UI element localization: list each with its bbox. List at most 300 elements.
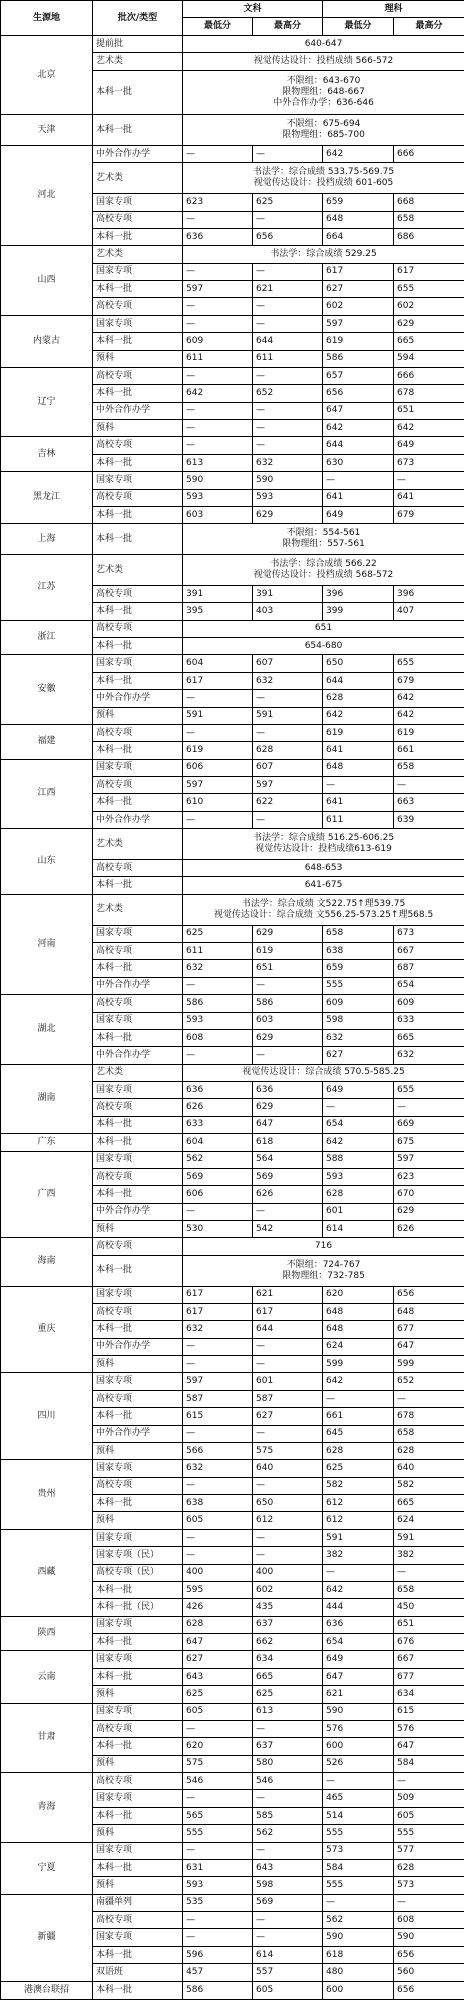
wenke-max-cell: 601 (253, 1373, 323, 1390)
like-min-cell: 647 (323, 1668, 394, 1685)
province-cell: 湖北 (1, 995, 93, 1065)
wenke-min-cell: — (183, 402, 253, 419)
merged-score-cell (183, 70, 464, 114)
wenke-min-cell: 566 (183, 1442, 253, 1459)
batch-cell: 本科一批 (93, 1981, 183, 1999)
wenke-max-cell: 625 (253, 1686, 323, 1703)
like-max-cell: 626 (394, 1221, 464, 1238)
wenke-min-cell: 400 (183, 1564, 253, 1581)
wenke-max-cell: — (253, 1912, 323, 1929)
merged-score-cell (183, 894, 464, 925)
wenke-max-cell: 651 (253, 960, 323, 977)
batch-cell: 高校专项 (93, 211, 183, 228)
like-min-cell: 648 (323, 1321, 394, 1338)
wenke-min-cell: 631 (183, 1859, 253, 1876)
like-min-cell: 618 (323, 1946, 394, 1963)
province-cell: 江苏 (1, 555, 93, 621)
wenke-max-cell: 575 (253, 1442, 323, 1459)
wenke-min-cell: 636 (183, 1082, 253, 1099)
wenke-max-cell: 607 (253, 655, 323, 672)
wenke-max-cell: 632 (253, 454, 323, 471)
like-min-cell: 601 (323, 1203, 394, 1220)
like-max-cell: 602 (394, 298, 464, 315)
province-cell: 青海 (1, 1773, 93, 1843)
like-max-cell: 667 (394, 943, 464, 960)
like-max-cell: 624 (394, 1512, 464, 1529)
table-row (1, 724, 464, 741)
like-max-cell: — (394, 777, 464, 794)
wenke-min-cell: 643 (183, 1668, 253, 1685)
batch-cell: 本科一批 (93, 281, 183, 298)
merged-score-cell (183, 1255, 464, 1286)
like-min-cell: 612 (323, 1495, 394, 1512)
like-min-cell: 619 (323, 333, 394, 350)
wenke-min-cell: 617 (183, 672, 253, 689)
wenke-min-cell: — (183, 977, 253, 994)
table-row (1, 315, 464, 332)
batch-cell: 国家专项 (93, 759, 183, 776)
wenke-min-cell: — (183, 1929, 253, 1946)
like-max-cell: 647 (394, 1738, 464, 1755)
batch-cell: 国家专项 (93, 1616, 183, 1633)
like-min-cell: 627 (323, 1047, 394, 1064)
score-range-line: 书法学：综合成绩 文522.75↑理539.75 (241, 898, 406, 909)
wenke-max-cell: — (253, 145, 323, 162)
like-max-cell: 582 (394, 1477, 464, 1494)
wenke-max-cell: — (253, 315, 323, 332)
like-max-cell: 656 (394, 1286, 464, 1303)
batch-cell: 本科一批 (93, 1581, 183, 1598)
wenke-max-cell: 625 (253, 194, 323, 211)
like-min-cell: 555 (323, 1825, 394, 1842)
batch-cell: 高校专项（民） (93, 1564, 183, 1581)
wenke-min-cell: 623 (183, 194, 253, 211)
wenke-min-cell: 595 (183, 1581, 253, 1598)
wenke-max-cell: — (253, 811, 323, 828)
like-min-cell: 619 (323, 724, 394, 741)
merged-score-cell (183, 36, 464, 53)
like-min-cell: 642 (323, 1134, 394, 1151)
wenke-max-cell: 602 (253, 1581, 323, 1598)
like-min-cell: 661 (323, 1408, 394, 1425)
batch-cell: 预科 (93, 1442, 183, 1459)
wenke-min-cell: — (183, 437, 253, 454)
score-range-line: 641-675 (304, 880, 343, 891)
like-max-cell: 619 (394, 724, 464, 741)
like-max-cell: 673 (394, 925, 464, 942)
wenke-max-cell: — (253, 298, 323, 315)
province-cell: 广西 (1, 1151, 93, 1238)
batch-cell: 预科 (93, 1877, 183, 1894)
batch-cell: 艺术类 (93, 163, 183, 194)
like-max-cell: 628 (394, 1859, 464, 1876)
wenke-min-cell: 604 (183, 1134, 253, 1151)
wenke-max-cell: 435 (253, 1599, 323, 1616)
wenke-min-cell: 617 (183, 1303, 253, 1320)
province-cell: 辽宁 (1, 367, 93, 437)
wenke-min-cell: 625 (183, 1686, 253, 1703)
merged-score-cell (183, 1064, 464, 1081)
merged-score-cell (183, 246, 464, 263)
batch-cell: 中外合作办学 (93, 1203, 183, 1220)
like-max-cell: 648 (394, 1303, 464, 1320)
batch-cell: 高校专项 (93, 1168, 183, 1185)
batch-cell: 国家专项 (93, 1373, 183, 1390)
batch-cell: 国家专项 (93, 1790, 183, 1807)
wenke-max-cell: 647 (253, 1116, 323, 1133)
like-max-cell: 407 (394, 603, 464, 620)
like-max-cell: 656 (394, 1981, 464, 1999)
like-max-cell: 658 (394, 211, 464, 228)
wenke-max-cell: 612 (253, 1512, 323, 1529)
wenke-max-cell: 391 (253, 585, 323, 602)
like-min-cell: 621 (323, 1686, 394, 1703)
like-max-cell: 509 (394, 1790, 464, 1807)
score-range-line: 不限组：643-670 (286, 75, 361, 86)
batch-cell: 高校专项 (93, 367, 183, 384)
batch-cell: 中外合作办学 (93, 977, 183, 994)
like-min-cell: 647 (323, 402, 394, 419)
batch-cell: 预科 (93, 1221, 183, 1238)
wenke-max-cell: — (253, 1047, 323, 1064)
wenke-min-cell: 565 (183, 1807, 253, 1824)
wenke-max-cell: — (253, 1356, 323, 1373)
batch-cell: 本科一批 (93, 603, 183, 620)
wenke-min-cell: 605 (183, 1703, 253, 1720)
wenke-max-cell: 546 (253, 1773, 323, 1790)
like-max-cell: 661 (394, 742, 464, 759)
wenke-max-cell: 665 (253, 1668, 323, 1685)
batch-cell: 高校专项 (93, 585, 183, 602)
like-max-cell: 594 (394, 350, 464, 367)
wenke-min-cell: 604 (183, 655, 253, 672)
batch-cell: 艺术类 (93, 53, 183, 70)
batch-cell: 本科一批 (93, 1946, 183, 1963)
like-min-cell: 562 (323, 1912, 394, 1929)
like-max-cell: 632 (394, 1047, 464, 1064)
score-range-line: 640-647 (304, 38, 343, 49)
wenke-max-cell: — (253, 211, 323, 228)
batch-cell: 国家专项（民） (93, 1547, 183, 1564)
header-like-max: 最高分 (394, 18, 464, 36)
table-row (1, 246, 464, 263)
batch-cell: 高校专项 (93, 437, 183, 454)
wenke-min-cell: 613 (183, 454, 253, 471)
like-min-cell: 586 (323, 350, 394, 367)
like-min-cell: — (323, 1773, 394, 1790)
merged-score-cell (183, 163, 464, 194)
like-min-cell: 642 (323, 1581, 394, 1598)
like-max-cell: 678 (394, 1408, 464, 1425)
wenke-min-cell: 626 (183, 1099, 253, 1116)
batch-cell: 本科一批 (93, 506, 183, 523)
province-cell: 海南 (1, 1238, 93, 1286)
like-min-cell: — (323, 777, 394, 794)
wenke-max-cell: — (253, 1425, 323, 1442)
like-min-cell: 624 (323, 1338, 394, 1355)
like-min-cell: 632 (323, 1029, 394, 1046)
table-row (1, 1460, 464, 1477)
like-min-cell: 573 (323, 1842, 394, 1859)
wenke-min-cell: — (183, 1477, 253, 1494)
header-like-min: 最低分 (323, 18, 394, 36)
wenke-max-cell: 569 (253, 1894, 323, 1911)
wenke-min-cell: 593 (183, 1012, 253, 1029)
table-row (1, 620, 464, 637)
header-wenke: 文科 (183, 1, 323, 18)
wenke-max-cell: 593 (253, 489, 323, 506)
batch-cell: 本科一批 (93, 333, 183, 350)
batch-cell: 高校专项 (93, 1477, 183, 1494)
like-max-cell: 597 (394, 1151, 464, 1168)
batch-cell: 中外合作办学 (93, 1425, 183, 1442)
score-range-line: 中外合作办学：636-646 (273, 97, 374, 108)
like-min-cell: 659 (323, 960, 394, 977)
wenke-min-cell: 625 (183, 925, 253, 942)
like-max-cell: 665 (394, 1495, 464, 1512)
like-max-cell: 663 (394, 794, 464, 811)
batch-cell: 国家专项 (93, 315, 183, 332)
batch-cell: 本科一批 (93, 1116, 183, 1133)
table-row (1, 36, 464, 53)
like-min-cell: 582 (323, 1477, 394, 1494)
wenke-min-cell: 632 (183, 960, 253, 977)
wenke-max-cell: — (253, 690, 323, 707)
wenke-max-cell: — (253, 724, 323, 741)
like-min-cell: 648 (323, 1303, 394, 1320)
batch-cell: 国家专项 (93, 1651, 183, 1668)
wenke-min-cell: — (183, 1047, 253, 1064)
score-range-line: 书法学：综合成绩 566.22 (270, 559, 377, 570)
wenke-max-cell: 650 (253, 1495, 323, 1512)
batch-cell: 本科一批 (93, 1634, 183, 1651)
wenke-min-cell: 535 (183, 1894, 253, 1911)
like-max-cell: 450 (394, 1599, 464, 1616)
wenke-max-cell: 586 (253, 995, 323, 1012)
wenke-max-cell: 598 (253, 1877, 323, 1894)
table-row (1, 437, 464, 454)
province-cell: 宁夏 (1, 1842, 93, 1894)
batch-cell: 国家专项 (93, 925, 183, 942)
wenke-min-cell: 608 (183, 1029, 253, 1046)
batch-cell: 国家专项 (93, 1082, 183, 1099)
wenke-max-cell: 597 (253, 777, 323, 794)
like-min-cell: — (323, 472, 394, 489)
batch-cell: 国家专项 (93, 1286, 183, 1303)
batch-cell: 本科一批 (93, 877, 183, 894)
like-min-cell: 628 (323, 1442, 394, 1459)
like-max-cell: 677 (394, 1668, 464, 1685)
merged-score-cell (183, 829, 464, 860)
like-max-cell: 668 (394, 194, 464, 211)
wenke-min-cell: 569 (183, 1168, 253, 1185)
like-max-cell: 669 (394, 1116, 464, 1133)
wenke-max-cell: 569 (253, 1168, 323, 1185)
like-max-cell: 658 (394, 759, 464, 776)
like-min-cell: 649 (323, 1651, 394, 1668)
wenke-max-cell: 403 (253, 603, 323, 620)
wenke-min-cell: — (183, 145, 253, 162)
like-min-cell: 648 (323, 759, 394, 776)
wenke-min-cell: — (183, 1338, 253, 1355)
like-min-cell: 645 (323, 1425, 394, 1442)
wenke-max-cell: — (253, 1203, 323, 1220)
score-range-line: 视觉传达设计：投档成绩 568-572 (253, 570, 394, 581)
wenke-max-cell: 644 (253, 333, 323, 350)
wenke-min-cell: — (183, 1912, 253, 1929)
like-max-cell: 608 (394, 1912, 464, 1929)
like-min-cell: 630 (323, 454, 394, 471)
like-max-cell: 652 (394, 1373, 464, 1390)
wenke-min-cell: — (183, 211, 253, 228)
batch-cell: 高校专项 (93, 777, 183, 794)
wenke-max-cell: — (253, 1477, 323, 1494)
wenke-max-cell: 613 (253, 1703, 323, 1720)
like-min-cell: 654 (323, 1634, 394, 1651)
wenke-max-cell: 607 (253, 759, 323, 776)
batch-cell: 南疆单列 (93, 1894, 183, 1911)
wenke-min-cell: 615 (183, 1408, 253, 1425)
header-province: 生源地 (1, 1, 93, 36)
batch-cell: 本科一批 (93, 1408, 183, 1425)
like-max-cell: 665 (394, 1029, 464, 1046)
like-max-cell: 676 (394, 1634, 464, 1651)
like-min-cell: 636 (323, 1616, 394, 1633)
score-range-line: 648-653 (304, 862, 343, 873)
wenke-min-cell: 642 (183, 385, 253, 402)
like-max-cell: — (394, 1099, 464, 1116)
like-max-cell: 576 (394, 1720, 464, 1737)
like-min-cell: 599 (323, 1356, 394, 1373)
batch-cell: 中外合作办学 (93, 1047, 183, 1064)
score-range-line: 651 (314, 623, 333, 634)
wenke-min-cell: 562 (183, 1151, 253, 1168)
like-min-cell: 628 (323, 690, 394, 707)
batch-cell: 本科一批 (93, 742, 183, 759)
province-cell: 山西 (1, 246, 93, 316)
wenke-min-cell: — (183, 263, 253, 280)
like-min-cell: 642 (323, 145, 394, 162)
batch-cell: 高校专项 (93, 620, 183, 637)
score-range-line: 654-680 (304, 640, 343, 651)
like-min-cell: 590 (323, 1703, 394, 1720)
wenke-min-cell: 590 (183, 472, 253, 489)
score-range-line: 视觉传达设计：投档成绩 601-605 (253, 178, 394, 189)
like-min-cell: 627 (323, 281, 394, 298)
wenke-max-cell: — (253, 1790, 323, 1807)
province-cell: 西藏 (1, 1529, 93, 1616)
batch-cell: 国家专项 (93, 655, 183, 672)
wenke-max-cell: 585 (253, 1807, 323, 1824)
province-cell: 四川 (1, 1373, 93, 1460)
like-max-cell: 639 (394, 811, 464, 828)
wenke-min-cell: 591 (183, 707, 253, 724)
batch-cell: 高校专项 (93, 1303, 183, 1320)
table-row (1, 1238, 464, 1255)
like-max-cell: 642 (394, 690, 464, 707)
wenke-max-cell: 628 (253, 742, 323, 759)
batch-cell: 高校专项 (93, 298, 183, 315)
header-like: 理科 (323, 1, 464, 18)
wenke-max-cell: 590 (253, 472, 323, 489)
province-cell: 新疆 (1, 1894, 93, 1981)
province-cell: 港澳台联招 (1, 1981, 93, 1999)
like-max-cell: 651 (394, 1616, 464, 1633)
table-row (1, 1981, 464, 1999)
table-row (1, 1703, 464, 1720)
wenke-max-cell: 603 (253, 1012, 323, 1029)
batch-cell: 高校专项 (93, 489, 183, 506)
wenke-max-cell: 621 (253, 281, 323, 298)
wenke-min-cell: 636 (183, 228, 253, 245)
like-min-cell: — (323, 1894, 394, 1911)
wenke-max-cell: 652 (253, 385, 323, 402)
wenke-min-cell: — (183, 811, 253, 828)
batch-cell: 本科一批 (93, 1029, 183, 1046)
header-wenke-max: 最高分 (253, 18, 323, 36)
like-max-cell: 634 (394, 1686, 464, 1703)
province-cell: 黑龙江 (1, 472, 93, 524)
like-max-cell: 642 (394, 707, 464, 724)
wenke-max-cell: 619 (253, 943, 323, 960)
wenke-min-cell: — (183, 1529, 253, 1546)
batch-cell: 本科一批 (93, 1134, 183, 1151)
wenke-max-cell: 634 (253, 1651, 323, 1668)
like-min-cell: 654 (323, 1116, 394, 1133)
wenke-min-cell: 457 (183, 1964, 253, 1981)
wenke-min-cell: 611 (183, 943, 253, 960)
like-min-cell: 600 (323, 1738, 394, 1755)
like-max-cell: 573 (394, 1877, 464, 1894)
merged-score-cell (183, 555, 464, 586)
batch-cell: 本科一批 (93, 1321, 183, 1338)
table-row (1, 145, 464, 162)
like-max-cell: 628 (394, 1442, 464, 1459)
batch-cell: 中外合作办学 (93, 811, 183, 828)
like-min-cell: 590 (323, 1929, 394, 1946)
table-row (1, 1894, 464, 1911)
batch-cell: 本科一批 (93, 524, 183, 555)
wenke-min-cell: 587 (183, 1390, 253, 1407)
province-cell: 上海 (1, 524, 93, 555)
batch-cell: 中外合作办学 (93, 690, 183, 707)
score-range-line: 视觉传达设计：投档成绩613-619 (255, 844, 392, 855)
wenke-max-cell: 637 (253, 1738, 323, 1755)
like-max-cell: 678 (394, 385, 464, 402)
batch-cell: 本科一批 (93, 454, 183, 471)
province-cell: 天津 (1, 115, 93, 146)
table-row (1, 1616, 464, 1633)
like-min-cell: 593 (323, 1168, 394, 1185)
like-max-cell: 658 (394, 1425, 464, 1442)
batch-cell: 本科一批 (93, 1668, 183, 1685)
wenke-max-cell: — (253, 1929, 323, 1946)
score-range-line: 不限组：724-767 (286, 1259, 361, 1270)
table-row (1, 1651, 464, 1668)
header-batch-type: 批次/类型 (93, 1, 183, 36)
like-max-cell: 640 (394, 1460, 464, 1477)
like-min-cell: 644 (323, 437, 394, 454)
province-cell: 内蒙古 (1, 315, 93, 367)
like-min-cell: — (323, 1564, 394, 1581)
merged-score-cell (183, 115, 464, 146)
wenke-min-cell: — (183, 724, 253, 741)
score-range-line: 限物理组：685-700 (282, 130, 365, 141)
like-min-cell: 600 (323, 1981, 394, 1999)
wenke-max-cell: 662 (253, 1634, 323, 1651)
batch-cell: 本科一批 (93, 1255, 183, 1286)
score-range-line: 不限组：675-694 (286, 119, 361, 130)
